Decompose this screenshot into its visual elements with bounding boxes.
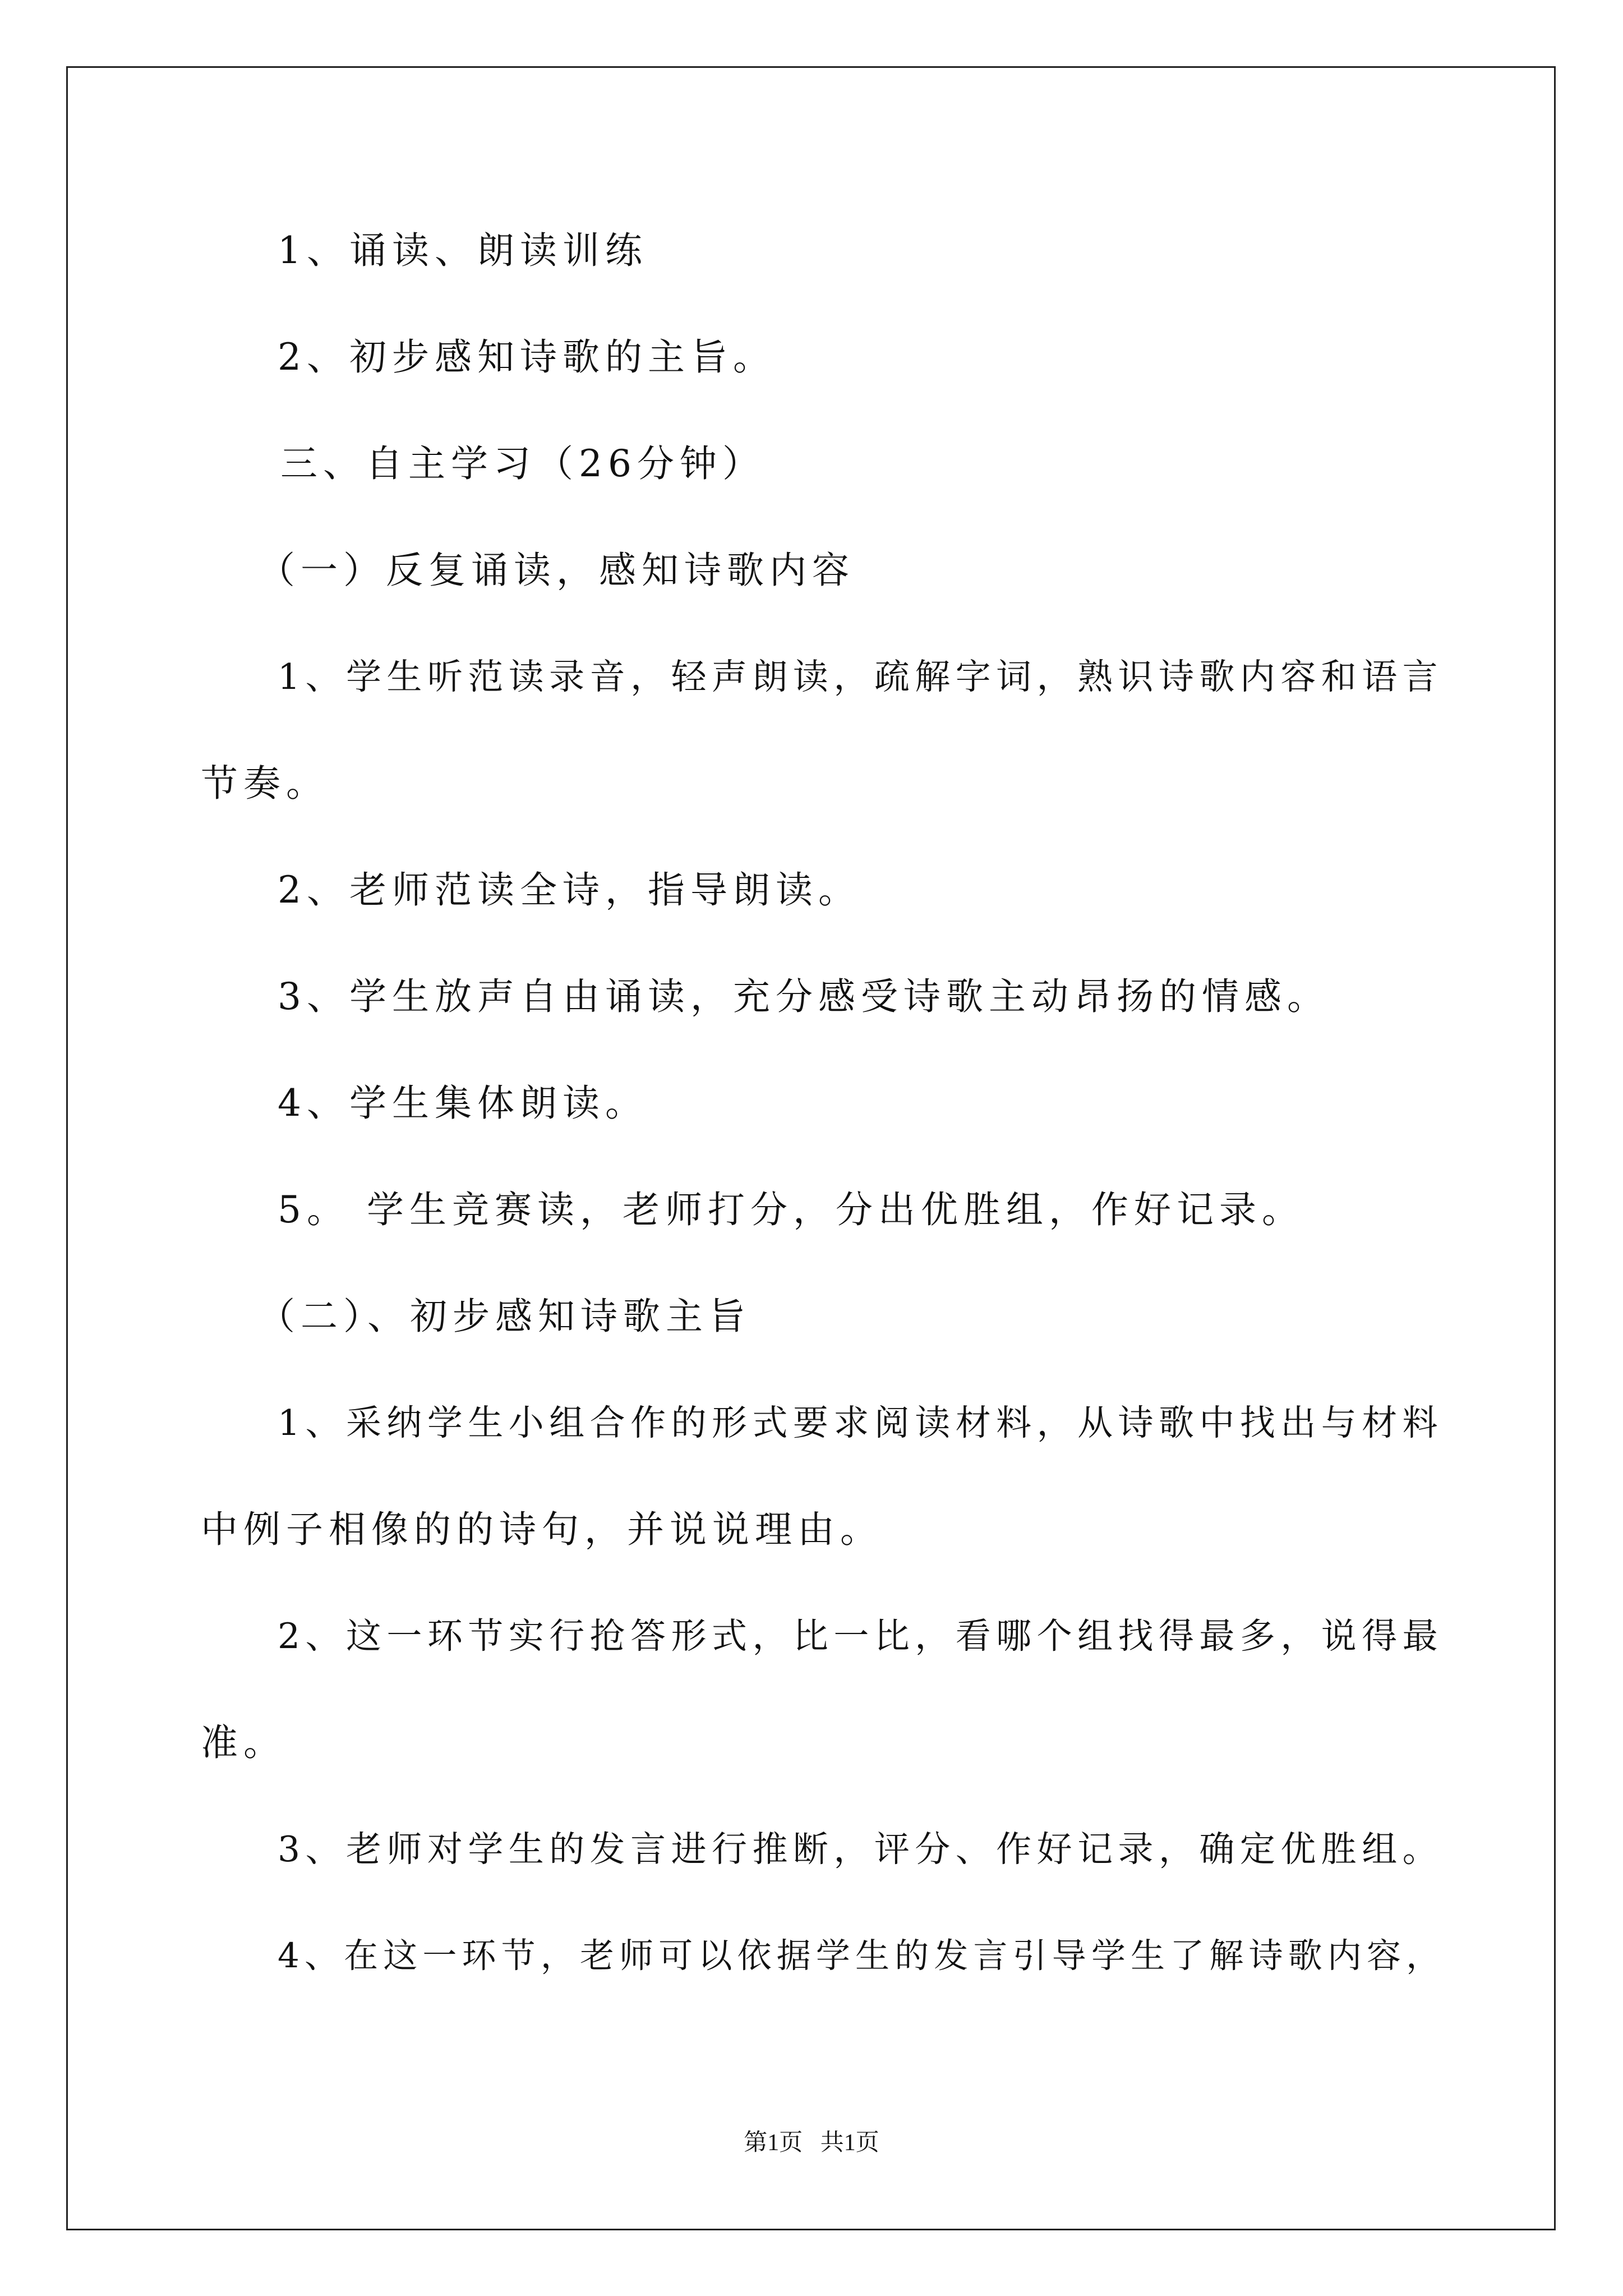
line-7: 2、老师范读全诗，指导朗读。 xyxy=(278,868,861,912)
line-9: 4、学生集体朗读。 xyxy=(278,1082,648,1125)
line-16: 3、老师对学生的发言进行推断，评分、作好记录，确定优胜组。 xyxy=(278,1829,1444,1870)
line-1: 1、诵读、朗读训练 xyxy=(278,229,648,272)
line-14: 2、这一环节实行抢答形式，比一比，看哪个组找得最多，说得最 xyxy=(278,1616,1444,1657)
page-footer: 第1页 共1页 xyxy=(744,2130,879,2156)
line-10: 5。 学生竞赛读，老师打分，分出优胜组，作好记录。 xyxy=(278,1188,1304,1231)
page-border xyxy=(66,66,1556,2230)
line-13: 中例子相像的的诗句，并说说理由。 xyxy=(201,1508,883,1551)
line-15: 准。 xyxy=(201,1721,286,1764)
line-2: 2、初步感知诗歌的主旨。 xyxy=(278,335,776,379)
line-8: 3、学生放声自由诵读，充分感受诗歌主动昂扬的情感。 xyxy=(278,975,1330,1018)
subheading-1: （一）反复诵读，感知诗歌内容 xyxy=(258,549,855,592)
section-heading-3: 三、自主学习（26分钟） xyxy=(280,442,765,485)
line-12: 1、采纳学生小组合作的形式要求阅读材料，从诗歌中找出与材料 xyxy=(278,1402,1444,1443)
line-5: 1、学生听范读录音，轻声朗读，疏解字词，熟识诗歌内容和语言 xyxy=(278,656,1444,697)
subheading-2: （二）、初步感知诗歌主旨 xyxy=(258,1295,751,1338)
line-6: 节奏。 xyxy=(201,762,329,805)
line-17: 4、在这一环节，老师可以依据学生的发言引导学生了解诗歌内容， xyxy=(278,1936,1446,1976)
